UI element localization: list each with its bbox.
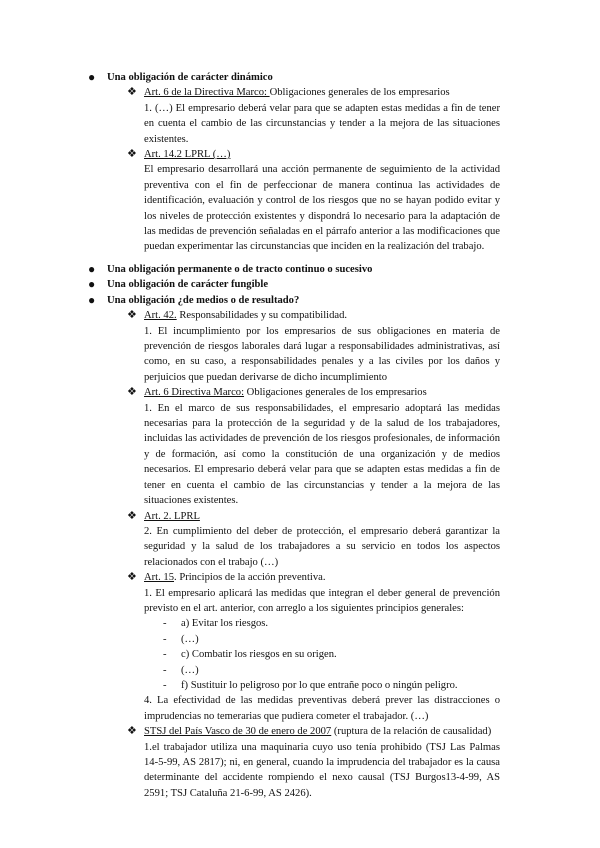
section-heading [0,293,600,308]
article-link[interactable]: Art. 15 [144,572,175,584]
section-dynamic [0,70,600,255]
dash-bullet: - [163,664,167,676]
dash-item [0,616,600,631]
diamond-bullet-icon: ❖ [127,725,137,738]
dash-item [0,632,600,647]
article-text: 2. En cumplimiento del deber de protección, el empresario deberá garantizar la seguridad y la salud de los trabajadores a su servicio en todos los aspectos relacionados con el trabajo (…) [144,525,500,568]
dash-item [0,663,600,678]
article-item [0,724,600,739]
diamond-bullet-icon: ❖ [127,86,137,99]
diamond-bullet-icon: ❖ [127,148,137,161]
dash-text: (…) [181,664,199,676]
bullet-icon: ● [88,70,96,84]
article-link[interactable]: Art. 2. LPRL [144,510,200,522]
dash-text: f) Sustituir lo peligroso por lo que entrañe poco o ningún peligro. [181,679,458,691]
article-item [0,308,600,323]
dash-bullet: - [163,618,167,630]
article-title: Responsabilidades y su compatibilidad. [176,310,348,322]
heading-text: Una obligación ¿de medios o de resultado? [107,294,300,306]
article-title: Obligaciones generales de los empresarios [269,87,450,99]
article-text: El empresario desarrollará una acción permanente de seguimiento de la actividad preventiva con el fin de perfeccionar de manera continua las actividades de identificación, evaluación y control de los riesgos que no se hayan podido evitar y los niveles de protección existentes y dispondrá lo necesario para la adaptación de las medidas de prevención señaladas en el párrafo anterior a las modificaciones que puedan experimentar las circunstancias que inciden en la realización del trabajo. [144,164,500,253]
article-title: (ruptura de la relación de causalidad) [331,726,492,738]
article-link[interactable]: Art. 6 Directiva Marco: [144,387,245,399]
diamond-bullet-icon: ❖ [127,386,137,399]
heading-text: Una obligación de carácter dinámico [107,72,273,83]
dash-item [0,678,600,693]
article-item [0,85,600,100]
dash-text: c) Combatir los riesgos en su origen. [181,649,337,661]
article-title: . Principios de la acción preventiva. [174,572,326,584]
article-text: 1. (…) El empresario deberá velar para que se adapten estas medidas a fin de tener en cuenta el cambio de las circunstancias y tender a la mejora de las situaciones existentes. [144,102,500,145]
article-link[interactable]: Art. 6 de la Directiva Marco: [144,87,270,99]
diamond-bullet-icon: ❖ [127,571,137,584]
diamond-bullet-icon: ❖ [127,509,137,522]
article-text: 1. El empresario aplicará las medidas que integran el deber general de prevención previsto en el art. anterior, con arreglo a los siguientes principios generales: [144,587,500,614]
article-link[interactable]: Art. 14.2 LPRL (…) [144,149,231,161]
section-heading [0,70,600,85]
article-text: 1.el trabajador utiliza una maquinaria cuyo uso tenía prohibido (TSJ Las Palmas 14-5-99, AS 2817); ni, en general, cuando la imprudencia del trabajador es la causa determinante del accidente rompiendo el nexo causal (TSJ Burgos13-4-99, AS 2591; TSJ Cataluña 21-6-99, AS 2426). [144,741,500,799]
bullet-icon: ● [88,292,96,307]
section-list [0,262,600,801]
bullet-icon: ● [88,277,96,292]
article-title: Obligaciones generales de los empresarios [244,387,427,399]
article-item [0,509,600,524]
dash-item [0,647,600,662]
dash-text: a) Evitar los riesgos. [181,618,269,630]
dash-bullet: - [163,633,167,645]
article-text: 1. En el marco de sus responsabilidades, el empresario adoptará las medidas necesarias para la protección de la seguridad y de la salud de los trabajadores, incluidas las actividades de prevención de los riesgos profesionales, de información y de formación, así como la constitución de una organización y de medios necesarios. El empresario deberá velar para que se adapten estas medidas a fin de tener en cuenta el cambio de las circunstancias y tender a la mejora de las situaciones existentes. [144,402,500,507]
bullet-icon: ● [88,262,96,276]
article-text: 4. La efectividad de las medidas preventivas deberá prever las distracciones o imprudencias no temerarias que pudiera cometer el trabajador. (…) [144,695,500,722]
heading-text: Una obligación de carácter fungible [107,279,269,291]
dash-bullet: - [163,679,167,691]
article-item [0,385,600,400]
section-heading [0,262,600,277]
diamond-bullet-icon: ❖ [127,309,137,322]
article-link[interactable]: STSJ del País Vasco de 30 de enero de 2007 [144,726,332,738]
dash-bullet: - [163,649,167,661]
article-item [0,570,600,585]
article-text: 1. El incumplimiento por los empresarios de sus obligaciones en materia de prevención de riesgos laborales dará lugar a responsabilidades administrativas, así como, en su caso, a responsabilidades penales y a las civiles por los daños y perjuicios que puedan derivarse de dicho incumplimiento [144,325,500,383]
section-heading [0,277,600,292]
article-link[interactable]: Art. 42. [144,310,177,322]
article-item [0,147,600,162]
heading-text: Una obligación permanente o de tracto continuo o sucesivo [107,264,373,275]
dash-text: (…) [181,633,199,645]
